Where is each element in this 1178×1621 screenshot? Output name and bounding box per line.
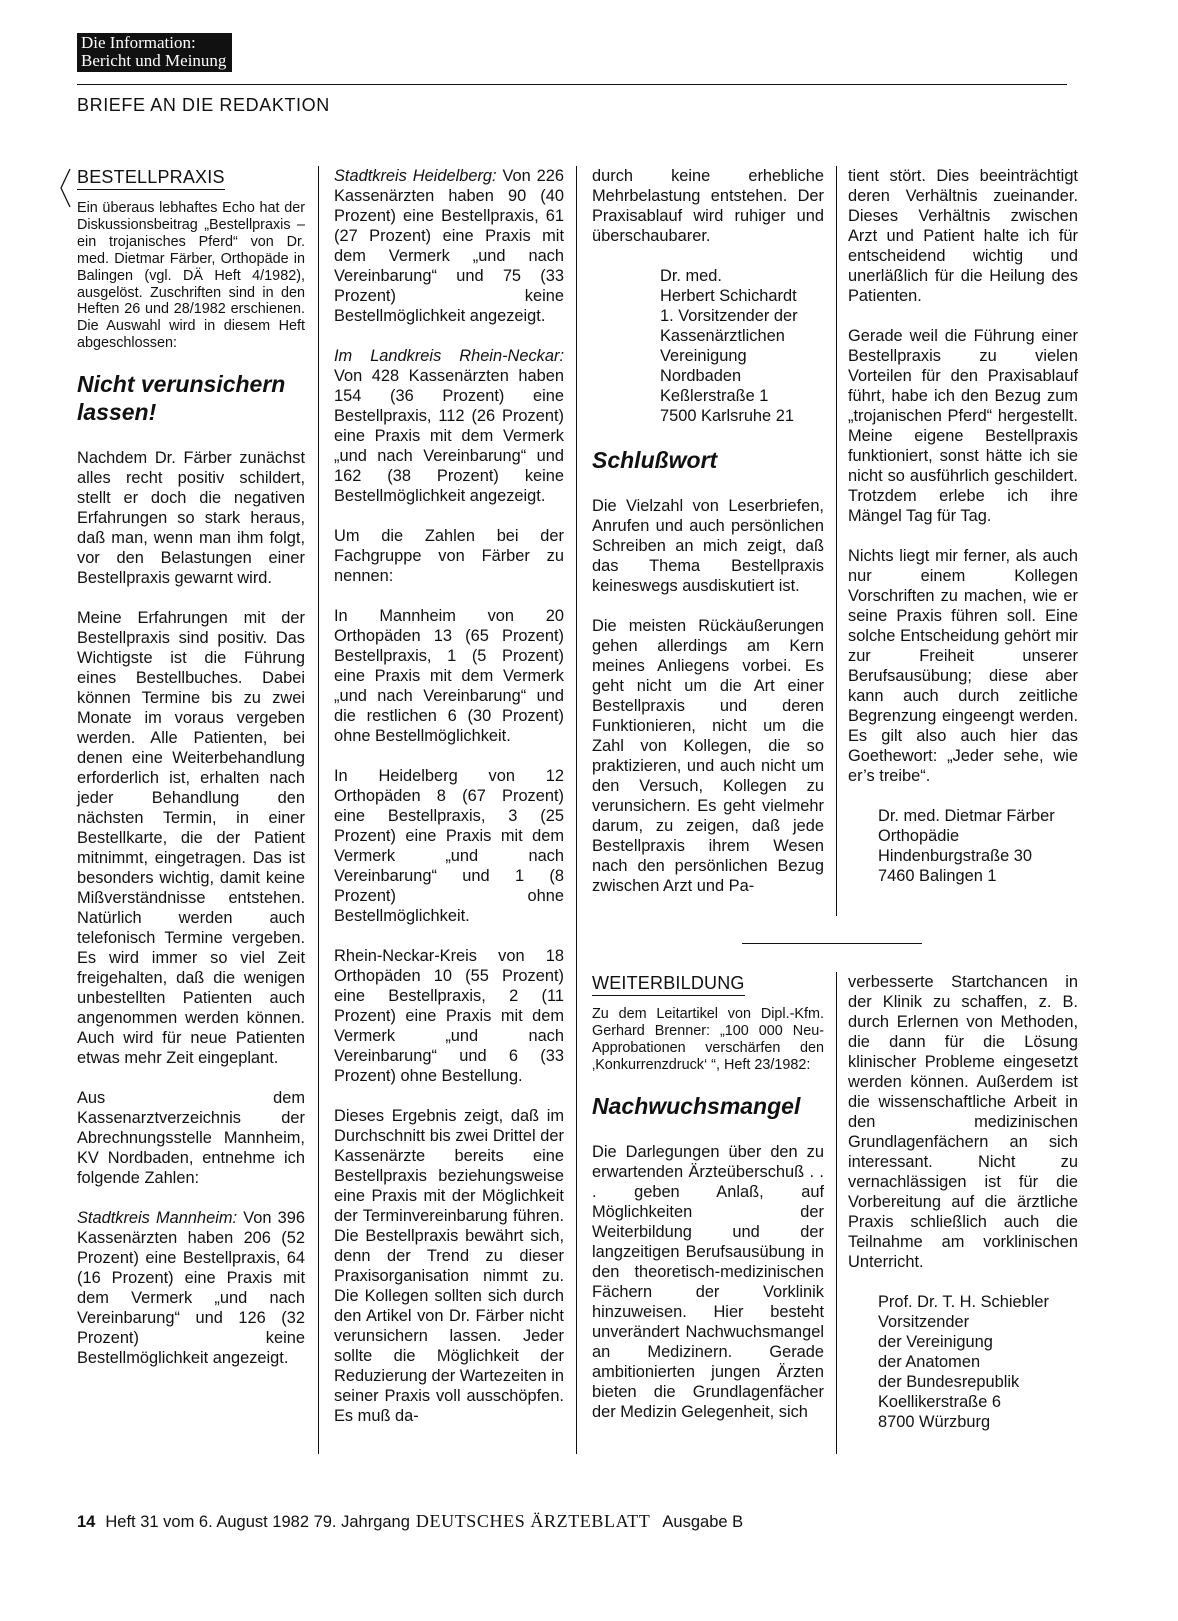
signature-line: der Vereinigung [878, 1333, 993, 1351]
signature-line: Herbert Schichardt [660, 287, 797, 305]
signature-line: 1. Vorsitzender der [660, 307, 798, 325]
section-badge-line1: Die Information: [81, 33, 196, 52]
column-divider [836, 166, 837, 916]
paragraph: tient stört. Dies beeinträchtigt deren Verhältnis zueinander. Dieses Verhältnis zwischen Arzt und Patient halte ich für entscheidend wichtig und unerläßlich für die Heilung des Patienten. [848, 167, 1078, 305]
signature-line: Vereinigung [660, 347, 747, 365]
paragraph: Die meisten Rückäußerungen gehen allerdings am Kern meines Anliegens vorbei. Es geht nicht um die Art einer Bestellpraxis und deren Funktionieren, nicht um die Zahl von Kollegen, die so praktizieren, und auch nicht um den Versuch, Kollegen zu verunsichern. Es geht vielmehr darum, zu zeigen, daß jede Bestellpraxis ihrem Wesen nach den persönlichen Bezug zwischen Arzt und Pa- [592, 617, 824, 895]
column-divider [576, 166, 577, 1454]
headline-nicht-verunsichern: Nicht verunsichern lassen! [77, 371, 286, 426]
paragraph: In Mannheim von 20 Orthopäden 13 (65 Prozent) Bestellpraxis, 1 (5 Prozent) eine Praxis mit dem Vermerk „und nach Vereinbarung“ und die restlichen 6 (30 Prozent) ohne Bestellmöglichkeit. [334, 607, 564, 745]
signature-line: Dr. med. [660, 267, 722, 285]
signature-line: Kassenärztlichen [660, 327, 785, 345]
page-footer [77, 1511, 743, 1532]
paragraph-text: Von 396 Kassenärzten haben 206 (52 Prozent) eine Bestellpraxis, 64 (16 Prozent) eine Praxis mit dem Vermerk „und nach Vereinbarung“ und 126 (32 Prozent) keine Bestellmöglichkeit angezeigt. [77, 1209, 306, 1368]
column-divider [836, 972, 837, 1454]
paragraph: verbesserte Startchancen in der Klinik zu schaffen, z. B. durch Erlernen von Methoden, die dann für die Lösung klinischer Probleme eingesetzt werden können. Außerdem ist die wissenschaftliche Arbeit in den medizinischen Grundlagenfächern an sich interessant. Nicht zu vernachlässigen ist für die Vorbereitung auf die ärztliche Praxis schließlich auch die Teilnahme am vorklinischen Unterricht. [848, 973, 1078, 1271]
signature-line: der Bundesrepublik [878, 1373, 1020, 1391]
column-2 [334, 166, 564, 1446]
issue-info: Heft 31 vom 6. August 1982 79. Jahrgang [105, 1513, 410, 1531]
paragraph: Die Darlegungen über den zu erwartenden Ärzteüberschuß . . . geben Anlaß, auf Möglichkeiten der Weiterbildung und der langzeitigen Berufsausübung in den theoretisch-medizinischen Fächern der Vorklinik hinzuweisen. Hier besteht unverändert Nachwuchsmangel an Medizinern. Gerade ambitionierten jungen Ärzten bieten die Grundlagenfächer der Medizin Gelegenheit, sich [592, 1142, 824, 1421]
signature-line: Nordbaden [660, 367, 742, 385]
paragraph: Die Vielzahl von Leserbriefen, Anrufen und auch persönlichen Schreiben an mich zeigt, daß das Thema Bestellpraxis keineswegs ausdiskutiert ist. [592, 497, 824, 595]
page-heading: BRIEFE AN DIE REDAKTION [77, 95, 330, 115]
paragraph: Rhein-Neckar-Kreis von 18 Orthopäden 10 (55 Prozent) eine Bestellpraxis, 2 (11 Prozent) eine Praxis mit dem Vermerk „und nach Vereinbarung“ und 6 (33 Prozent) ohne Bestellung. [334, 947, 564, 1085]
paragraph [77, 1208, 305, 1368]
signature-schiebler [878, 1292, 1078, 1432]
signature-line: 8700 Würzburg [878, 1413, 991, 1431]
signature-line: Dr. med. Dietmar Färber [878, 807, 1055, 825]
paragraph: Gerade weil die Führung einer Bestellpraxis zu vielen Vorteilen für den Praxisablauf führt, habe ich den Bezug zum „trojanischen Pferd“ hergestellt. Meine eigene Bestellpraxis funktioniert, sonst hätte ich sie nicht so ausführlich geschildert. Trotzdem erlebe ich ihre Mängel Tag für Tag. [848, 327, 1078, 525]
signature-line: Keßlerstraße 1 [660, 387, 769, 405]
signature-line: Koellikerstraße 6 [878, 1393, 1001, 1411]
signature-line: 7460 Balingen 1 [878, 867, 997, 885]
header-rule [77, 84, 1067, 85]
signature-line: 7500 Karlsruhe 21 [660, 407, 794, 425]
paragraph: Um die Zahlen bei der Fachgruppe von Färber zu nennen: [334, 527, 564, 585]
signature-line: Vorsitzender [878, 1313, 970, 1331]
column-4 [848, 166, 1078, 906]
paragraph-lead: Im Landkreis Rhein-Neckar: [334, 347, 564, 365]
section-badge-line2: Bericht und Meinung [81, 51, 227, 70]
column-6 [848, 972, 1078, 1452]
edition-label: Ausgabe B [662, 1513, 744, 1531]
headline-schlusswort: Schlußwort [592, 447, 718, 473]
signature-schichardt [660, 266, 824, 426]
paragraph-text: Von 428 Kassenärzten haben 154 (36 Prozent) eine Bestellpraxis, 112 (26 Prozent) eine Praxis mit dem Vermerk „und nach Vereinbarung“ und 162 (38 Prozent) keine Bestellmöglichkeit angezeigt. [334, 367, 564, 505]
paragraph-lead: Stadtkreis Heidelberg: [334, 167, 497, 185]
paragraph: Nichts liegt mir ferner, als auch nur einem Kollegen Vorschriften zu machen, wie er seine Praxis führen soll. Eine solche Entscheidung gehört mir zur Freiheit unserer Berufsausübung; diese aber kann auch durch zeitliche Begrenzung eingeengt werden. Es gilt also auch hier das Goethewort: „Jeder sehe, wie er’s treibe“. [848, 547, 1078, 785]
column-1 [77, 166, 305, 1388]
intro-weiterbildung: Zu dem Leitartikel von Dipl.-Kfm. Gerhard Brenner: „100 000 Neu-Approbationen verschärfen den ‚Konkurrenzdruck‘ “, Heft 23/1982: [592, 1006, 824, 1073]
paragraph [334, 346, 564, 506]
paragraph-lead: Stadtkreis Mannheim: [77, 1209, 238, 1228]
journal-title: DEUTSCHES ÄRZTEBLATT [415, 1511, 651, 1531]
paragraph-text: Von 226 Kassenärzten haben 90 (40 Prozent) eine Bestellpraxis, 61 (27 Prozent) eine Praxis mit dem Vermerk „und nach Vereinbarung“ und 75 (33 Prozent) keine Bestellmöglichkeit angezeigt. [334, 167, 565, 325]
signature-line: Orthopädie [878, 827, 960, 845]
section-badge [77, 33, 232, 72]
column-divider [318, 166, 319, 1454]
paragraph: Aus dem Kassenarztverzeichnis der Abrechnungsstelle Mannheim, KV Nordbaden, entnehme ich folgende Zahlen: [77, 1089, 305, 1188]
intro-bestellpraxis: Ein überaus lebhaftes Echo hat der Diskussionsbeitrag „Bestellpraxis – ein trojanisches Pferd“ von Dr. med. Dietmar Färber, Orthopäde in Balingen (vgl. DÄ Heft 4/1982), ausgelöst. Zuschriften sind in den Heften 26 und 28/1982 erschienen. Die Auswahl wird in diesem Heft abgeschlossen: [77, 200, 305, 352]
kicker-weiterbildung: WEITERBILDUNG [592, 972, 745, 996]
signature-line: Hindenburgstraße 30 [878, 847, 1032, 865]
paragraph: durch keine erhebliche Mehrbelastung entstehen. Der Praxisablauf wird ruhiger und überschaubarer. [592, 167, 824, 245]
paragraph: Meine Erfahrungen mit der Bestellpraxis sind positiv. Das Wichtigste ist die Führung eines Bestellbuches. Dabei können Termine bis zu zwei Monate im voraus vergeben werden. Alle Patienten, bei denen eine Weiterbehandlung erforderlich ist, erhalten nach jeder Behandlung den nächsten Termin, in einer Bestellkarte, die der Patient mitnimmt, eingetragen. Das ist besonders wichtig, damit keine Mißverständnisse entstehen. Natürlich werden auch telefonisch Termine vergeben. Es wird immer so viel Zeit freigehalten, daß die wenigen unbestellten Patienten auch angenommen werden können. Auch wird für neue Patienten etwas mehr Zeit eingeplant. [77, 609, 305, 1068]
column-5 [592, 972, 824, 1442]
paragraph [334, 166, 564, 326]
signature-line: Prof. Dr. T. H. Schiebler [878, 1293, 1049, 1311]
kicker-bestellpraxis: BESTELLPRAXIS [77, 166, 225, 190]
paragraph: In Heidelberg von 12 Orthopäden 8 (67 Prozent) eine Bestellpraxis, 3 (25 Prozent) eine Praxis mit dem Vermerk „und nach Vereinbarung“ und 1 (8 Prozent) ohne Bestellmöglichkeit. [334, 767, 564, 925]
section-separator [742, 943, 922, 944]
page-number: 14 [77, 1513, 96, 1531]
headline-nachwuchsmangel: Nachwuchsmangel [592, 1092, 801, 1119]
paragraph: Nachdem Dr. Färber zunächst alles recht positiv schildert, stellt er doch die negativen Erfahrungen so stark heraus, daß man, wenn man ihm folgt, vor den Belastungen einer Bestellpraxis gewarnt wird. [77, 449, 305, 588]
signature-line: der Anatomen [878, 1353, 981, 1371]
paragraph: Dieses Ergebnis zeigt, daß im Durchschnitt bis zwei Drittel der Kassenärzte bereits eine Bestellpraxis beziehungsweise eine Praxis mit der Möglichkeit der Terminvereinbarung führen. Die Bestellpraxis bewährt sich, denn der Trend zu dieser Praxisorganisation nimmt zu. Die Kollegen sollten sich durch den Artikel von Dr. Färber nicht verunsichern lassen. Jeder sollte die Möglichkeit der Reduzierung der Wartezeiten in seiner Praxis voll ausschöpfen. Es muß da- [334, 1107, 564, 1425]
column-3 [592, 166, 824, 916]
signature-faerber [878, 806, 1078, 886]
continuation-bracket-icon [58, 168, 72, 208]
